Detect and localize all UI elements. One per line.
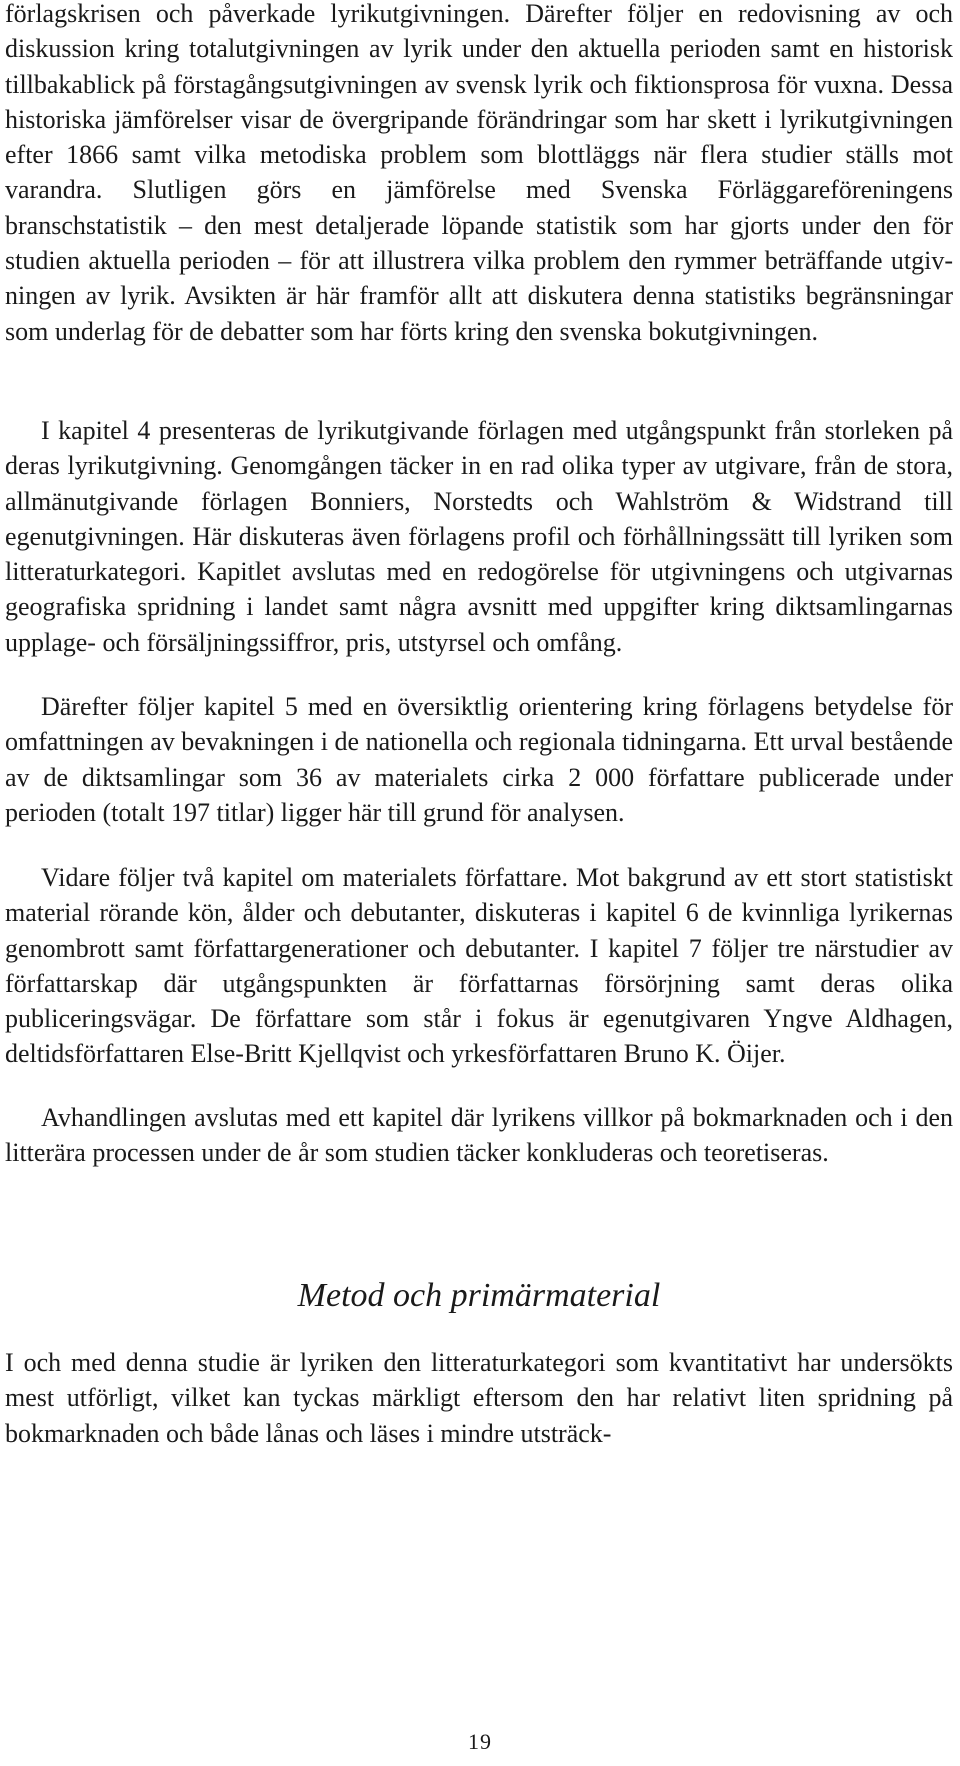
paragraph-chapter-5: Därefter följer kapitel 5 med en översiktlig orientering kring förlagens betydelse för omfattningen av bevakningen i de nationella och regionala tidningarna. Ett urval bestående av de diktsamlingar som 36 av materialets cirka 2 000 författare publicerade under perioden (totalt 197 titlar) ligger här till grund för analysen. <box>5 692 953 827</box>
paragraph-chapter-4: I kapitel 4 presenteras de lyrikutgivande förlagen med utgångspunkt från storleken på deras lyrikutgivning. Genomgången täcker in en rad olika typer av utgivare, från de stora, allmänutgivande förlagen Bonniers, Norstedts och Wahlström & Widstrand till egenutgivningen. Här diskuteras även förlagens profil och förhållningssätt till lyriken som litteraturkategori. Kapitlet avslutas med en redogörelse för utgivningens och utgivarnas geografiska spridning i landet samt några avsnitt med uppgifter kring diktsamlingarnas upplage- och försäljningssiffror, pris, utstyrsel och omfång. <box>5 416 953 657</box>
page-number: 19 <box>468 1729 492 1754</box>
section-heading: Metod och primärmaterial <box>297 1277 661 1314</box>
paragraph-conclusion: Avhandlingen avslutas med ett kapitel där lyrikens villkor på bokmarknaden och i den litterära processen under de år som studien täcker konkluderas och teoretiseras. <box>5 1103 953 1168</box>
paragraph-chapter-6-7: Vidare följer två kapitel om materialets författare. Mot bakgrund av ett stort statistiskt material rörande kön, ålder och debutanter, diskuteras i kapitel 6 de kvinnliga lyrikernas genombrott samt författargenerationer och debutanter. I kapitel 7 följer tre närstudier av författarskap där utgångspunkten är författarnas försörjning samt deras olika publiceringsvägar. De författare som står i fokus är egenutgivaren Yngve Aldhagen, deltidsförfattaren Else-Britt Kjellqvist och yrkesförfattaren Bruno K. Öijer. <box>5 863 953 1069</box>
paragraph-method: I och med denna studie är lyriken den litteraturkategori som kvantitativt har undersökts mest utförligt, vilket kan tyckas märkligt eftersom den har relativt liten spridning på bokmarknaden och både lånas och läses i mindre utsträck- <box>5 1348 953 1448</box>
paragraph-continued: förlagskrisen och påverkade lyrikutgivningen. Därefter följer en redovisning av och diskussion kring totalutgivningen av lyrik under den aktuella perioden samt en historisk tillbakablick på förstagångsutgivningen av svensk lyrik och fiktionsprosa för vuxna. Dessa historiska jämförelser visar de övergripande förändringar som har skett i lyrikutgivningen efter 1866 samt vilka metodiska problem som blottläggs när flera studier ställs mot varandra. Slutligen görs en jämförelse med Svenska Förläggareföreningens branschstatistik – den mest detaljerade löpande statistik som har gjorts under den för studien aktuella perioden – för att illustrera vilka problem den rymmer beträffande utgivningen av lyrik. Avsikten är här framför allt att diskutera denna statistiks begränsningar som underlag för de debatter som har förts kring den svenska bokutgivningen. <box>5 0 953 346</box>
